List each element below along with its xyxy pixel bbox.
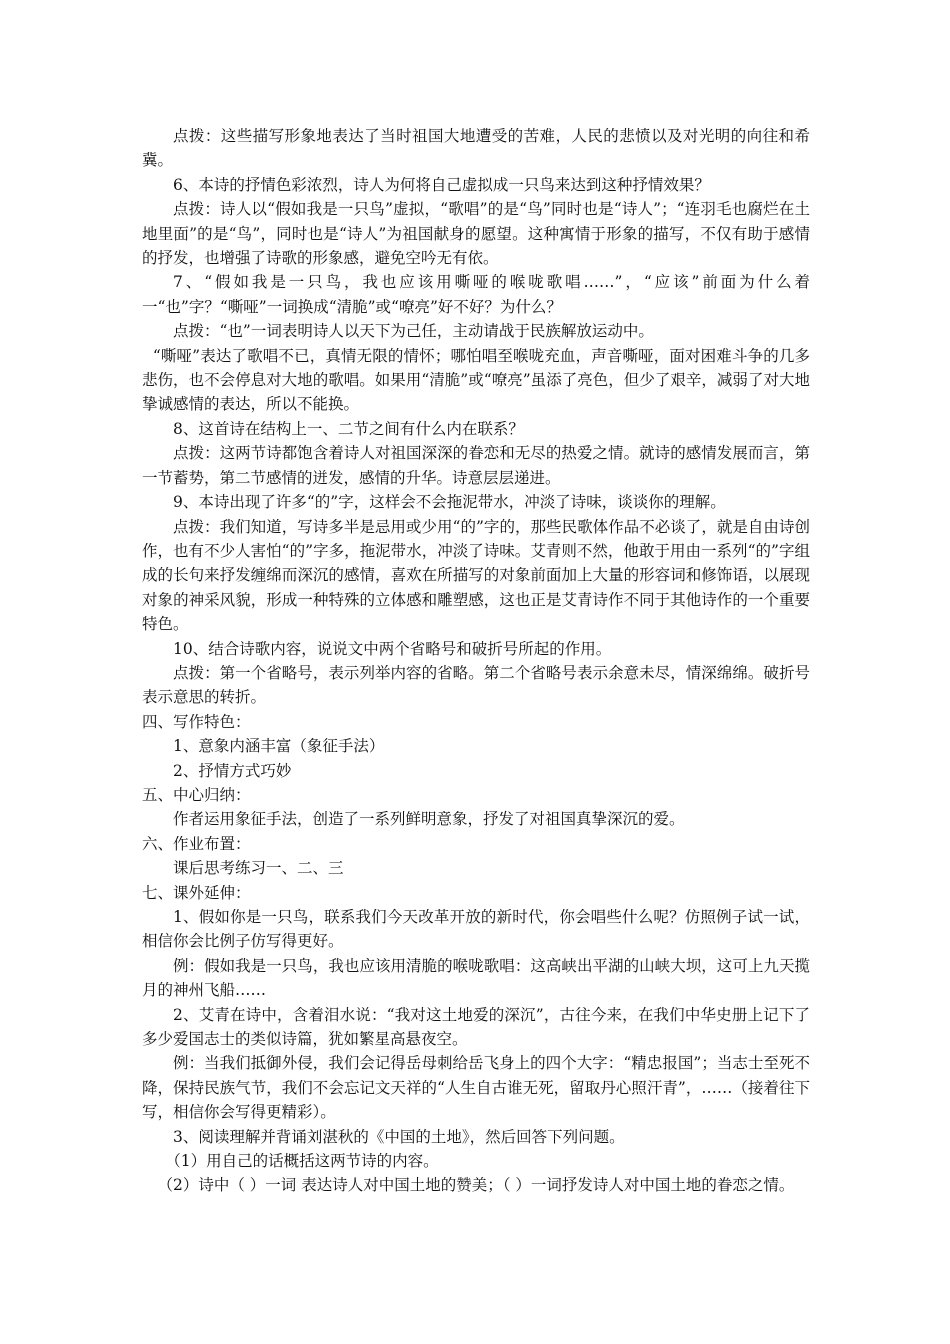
paragraph-summary: 作者运用象征手法，创造了一系列鲜明意象，抒发了对祖国真挚深沉的爱。 (173, 810, 685, 829)
list-item-4-2: 2、抒情方式巧妙 (173, 761, 292, 780)
section-heading-6: 六、作业布置： (142, 834, 251, 853)
question-7: 7、“假如我是一只鸟，我也应该用嘶哑的喉咙歌唱……”，“应该”前面为什么着一“也”字？“嘶哑”一词换成“清脆”或“嘹亮”好不好？为什么？ (142, 273, 810, 316)
extension-2: 2、艾青在诗中，含着泪水说：“我对这土地爱的深沉”，古往今来，在我们中华史册上记下了多少爱国志士的类似诗篇，犹如繁星高悬夜空。 (142, 1005, 810, 1049)
extension-2-example: 例：当我们抵御外侵，我们会记得岳母刺给岳飞身上的四个大字：“精忠报国”；当志士至死不降，保持民族气节，我们不会忘记文天祥的“人生自古谁无死，留取丹心照汗青”，……（接着往下写，相信你会写得更精彩）。 (142, 1054, 810, 1122)
list-item-4-1: 1、意象内涵丰富（象征手法） (173, 737, 385, 756)
section-heading-5: 五、中心归纳： (142, 785, 251, 804)
question-9: 9、本诗出现了许多“的”字，这样会不会拖泥带水，冲淡了诗味，谈谈你的理解。 (173, 493, 726, 512)
section-heading-7: 七、课外延伸： (142, 883, 251, 902)
paragraph-hint-8: 点拨：这两节诗都饱含着诗人对祖国深深的眷恋和无尽的热爱之情。就诗的感情发展而言，第一节蓄势，第二节感情的迸发，感情的升华。诗意层层递进。 (142, 444, 810, 487)
question-6: 6、本诗的抒情色彩浓烈，诗人为何将自己虚拟成一只鸟来达到这种抒情效果？ (173, 175, 710, 194)
paragraph-hint-1: 点拨：这些描写形象地表达了当时祖国大地遭受的苦难，人民的悲愤以及对光明的向往和希冀。 (142, 127, 810, 170)
paragraph-hint-7a: 点拨：“也”一词表明诗人以天下为己任，主动请战于民族解放运动中。 (173, 322, 654, 341)
extension-3-question-1: （1）用自己的话概括这两节诗的内容。 (165, 1152, 439, 1171)
paragraph-hint-6: 点拨：诗人以“假如我是一只鸟”虚拟，“歌唱”的是“鸟”同时也是“诗人”；“连羽毛也腐烂在土地里面”的是“鸟”，同时也是“诗人”为祖国献身的愿望。这种寓情于形象的描写，不仅有助于感情的抒发，也增强了诗歌的形象感，避免空吟无有依。 (142, 200, 810, 268)
paragraph-hint-10: 点拨：第一个省略号，表示列举内容的省略。第二个省略号表示余意未尽，情深绵绵。破折号表示意思的转折。 (142, 663, 810, 707)
document-body (142, 124, 810, 1198)
question-8: 8、这首诗在结构上一、二节之间有什么内在联系？ (173, 419, 524, 438)
section-heading-4: 四、写作特色： (142, 712, 251, 731)
extension-1-example: 例：假如我是一只鸟，我也应该用清脆的喉咙歌唱：这高峡出平湖的山峡大坝，这可上九天揽月的神州飞船…… (142, 956, 810, 1000)
extension-1: 1、假如你是一只鸟，联系我们今天改革开放的新时代，你会唱些什么呢？仿照例子试一试，相信你会比例子仿写得更好。 (142, 908, 810, 951)
question-10: 10、结合诗歌内容，说说文中两个省略号和破折号所起的作用。 (173, 639, 612, 658)
paragraph-homework: 课后思考练习一、二、三 (173, 859, 344, 878)
paragraph-hint-7b: “嘶哑”表达了歌唱不已，真情无限的情怀；哪怕唱至喉咙充血，声音嘶哑，面对困难斗争的几多悲伤，也不会停息对大地的歌唱。如果用“清脆”或“嘹亮”虽添了亮色，但少了艰辛，减弱了对大地挚诚感情的表达，所以不能换。 (142, 346, 810, 414)
extension-3: 3、阅读理解并背诵刘湛秋的《中国的土地》，然后回答下列问题。 (173, 1127, 625, 1146)
paragraph-hint-9: 点拨：我们知道，写诗多半是忌用或少用“的”字的，那些民歌体作品不必谈了，就是自由诗创作，也有不少人害怕“的”字多，拖泥带水，冲淡了诗味。艾青则不然，他敢于用由一系列“的”字组成的长句来抒发缠绵而深沉的感情，喜欢在所描写的对象前面加上大量的形容词和修饰语，以展现对象的神采风貌，形成一种特殊的立体感和雕塑感，这也正是艾青诗作不同于其他诗作的一个重要特色。 (142, 517, 810, 634)
extension-3-question-2: （2）诗中（ ）一词 表达诗人对中国土地的赞美；（ ）一词抒发诗人对中国土地的眷恋之情。 (157, 1176, 795, 1195)
